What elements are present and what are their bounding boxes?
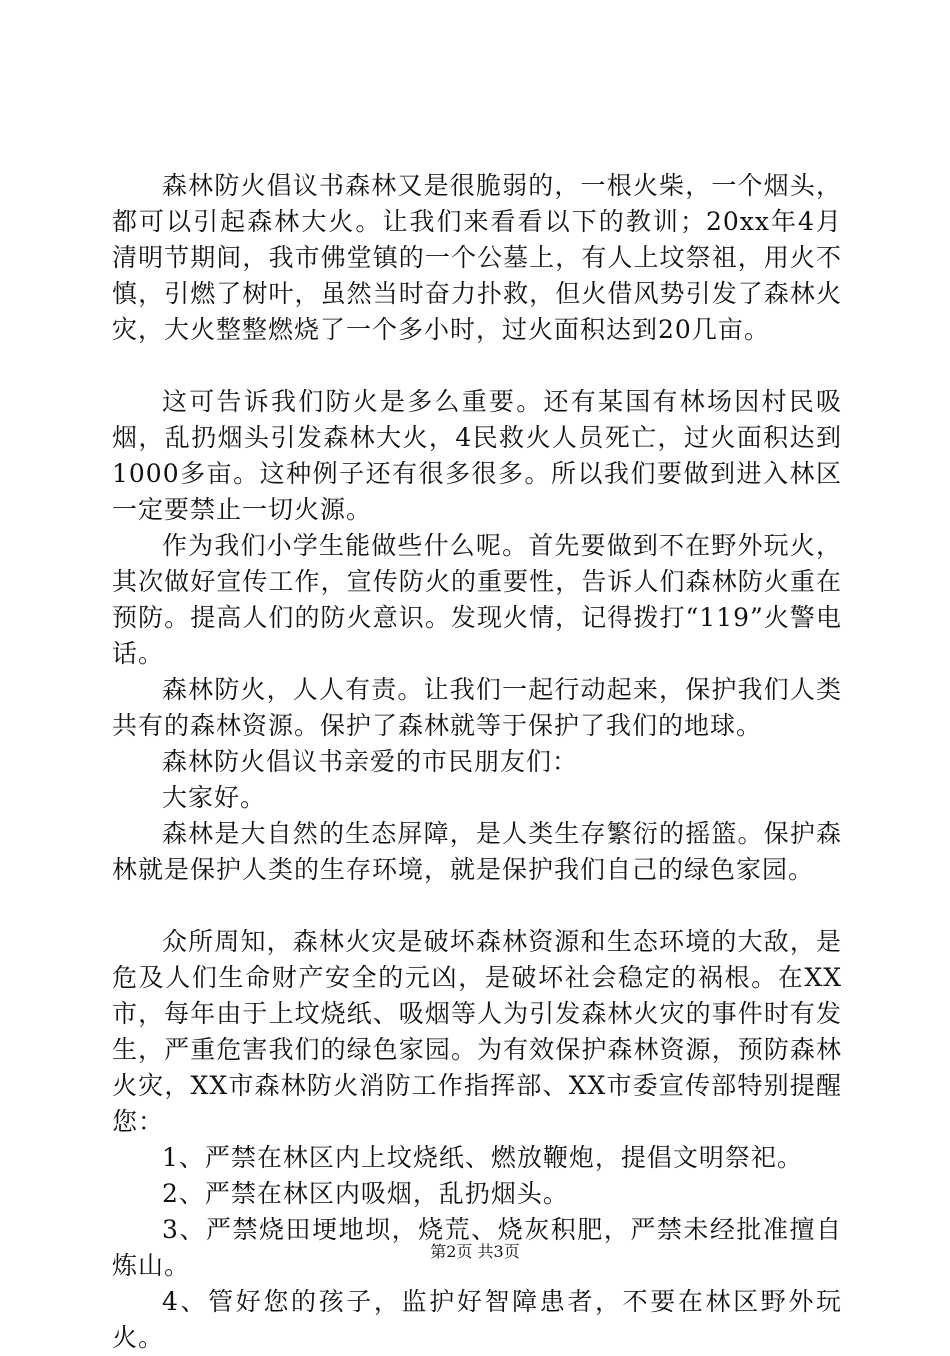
page-footer: 第2页 共3页 <box>430 1242 520 1261</box>
paragraph-2: 这可告诉我们防火是多么重要。还有某国有林场因村民吸烟，乱扔烟头引发森林大火，4民救火人员死亡，过火面积达到1000多亩。这种例子还有很多很多。所以我们要做到进入林区一定要禁止一切火源。 <box>112 387 842 524</box>
list-item-3: 3、严禁烧田埂地坝，烧荒、烧灰积肥，严禁未经批准擅自炼山。 <box>112 1215 842 1280</box>
paragraph-5: 森林防火倡议书亲爱的市民朋友们： <box>162 747 579 776</box>
paragraph-6: 大家好。 <box>162 783 267 812</box>
list-item-1: 1、严禁在林区内上坟烧纸、燃放鞭炮，提倡文明祭祀。 <box>162 1143 803 1172</box>
paragraph-3: 作为我们小学生能做些什么呢。首先要做到不在野外玩火，其次做好宣传工作，宣传防火的重要性，告诉人们森林防火重在预防。提高人们的防火意识。发现火情，记得拨打“119”火警电话。 <box>112 531 842 668</box>
paragraph-7: 森林是大自然的生态屏障，是人类生存繁衍的摇篮。保护森林就是保护人类的生存环境，就是保护我们自己的绿色家园。 <box>112 819 842 884</box>
paragraph-1: 森林防火倡议书森林又是很脆弱的，一根火柴，一个烟头，都可以引起森林大火。让我们来看看以下的教训；20xx年4月清明节期间，我市佛堂镇的一个公墓上，有人上坟祭祖，用火不慎，引燃了树叶，虽然当时奋力扑救，但火借风势引发了森林火灾，大火整整燃烧了一个多小时，过火面积达到20几亩。 <box>112 171 842 344</box>
list-item-2: 2、严禁在林区内吸烟，乱扔烟头。 <box>162 1179 569 1208</box>
document-body <box>112 168 842 1356</box>
list-item-4: 4、管好您的孩子，监护好智障患者，不要在林区野外玩火。 <box>112 1287 842 1352</box>
paragraph-8: 众所周知，森林火灾是破坏森林资源和生态环境的大敌，是危及人们生命财产安全的元凶，是破坏社会稳定的祸根。在XX市，每年由于上坟烧纸、吸烟等人为引发森林火灾的事件时有发生，严重危害我们的绿色家园。为有效保护森林资源，预防森林火灾，XX市森林防火消防工作指挥部、XX市委宣传部特别提醒您： <box>112 927 842 1136</box>
paragraph-4: 森林防火，人人有责。让我们一起行动起来，保护我们人类共有的森林资源。保护了森林就等于保护了我们的地球。 <box>112 675 842 740</box>
